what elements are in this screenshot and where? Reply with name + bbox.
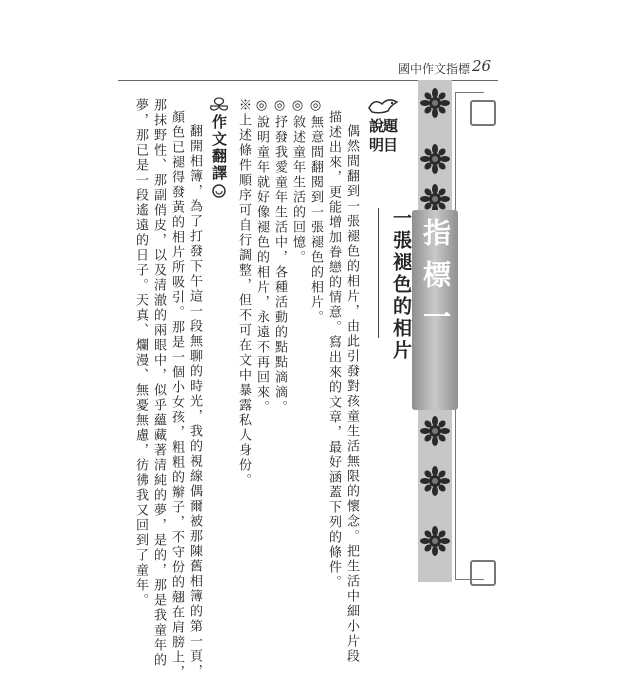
composition-line: 顏色已褪得發黃的相片所吸引。那是一個小女孩，粗粗的辮子，不守份的翹在肩膀上， — [169, 110, 184, 680]
topic-title: 一張褪色的相片 — [390, 208, 412, 362]
page-number: 26 — [472, 57, 492, 75]
explanation-line: 描述出來，更能增加眷戀的情意。寫出來的文章，最好涵蓋下列的條件。 — [326, 110, 341, 590]
explanation-line: ◎說明童年就好像褪色的相片，永遠不再回來。 — [254, 98, 269, 415]
explanation-line: 偶然間翻到一張褪色的相片，由此引發對孩童生活無限的懷念。把生活中細小片段 — [344, 124, 359, 664]
frame-corner-ornament — [470, 560, 496, 586]
composition-label: 作文翻譯 — [210, 114, 228, 182]
bird-icon — [366, 94, 400, 116]
indicator-heading: 指標一 — [419, 218, 452, 344]
flower-ornament-icon — [208, 96, 230, 114]
header-title: 國中作文指標 — [398, 62, 471, 76]
topic-label: 題目 — [381, 118, 399, 156]
flower-icon — [420, 526, 450, 556]
explanation-line: ※上述條件順序可自行調整，但不可在文中暴露私人身份。 — [236, 98, 251, 488]
frame-corner-ornament — [470, 100, 496, 126]
title-underline — [378, 208, 379, 338]
explanation-line: ◎無意間翻閱到一張褪色的相片。 — [308, 98, 323, 325]
explanation-line: ◎抒發我愛童年生活中，各種活動的點點滴滴。 — [272, 98, 287, 415]
composition-line: 夢，那已是一段遙遠的日子。天真、爛漫、無憂無慮，彷彿我又回到了童年。 — [133, 98, 148, 608]
explanation-line: ◎敘述童年生活的回憶。 — [290, 98, 305, 265]
explanation-label: 說明 — [367, 118, 385, 156]
flower-icon — [420, 466, 450, 496]
composition-line: 翻開相簿，為了打發下午這一段無聊的時光，我的視線偶爾被那陳舊相簿的第一頁， — [187, 124, 202, 679]
flower-icon — [420, 88, 450, 118]
strip-frame — [455, 92, 484, 580]
swirl-ornament-icon — [210, 182, 228, 200]
composition-line: 那抹野性、那副俏皮，以及清澈的兩眼中，似乎蘊藏著清純的夢，是的，那是我童年的 — [151, 98, 166, 668]
flower-icon — [420, 416, 450, 446]
flower-icon — [420, 144, 450, 174]
